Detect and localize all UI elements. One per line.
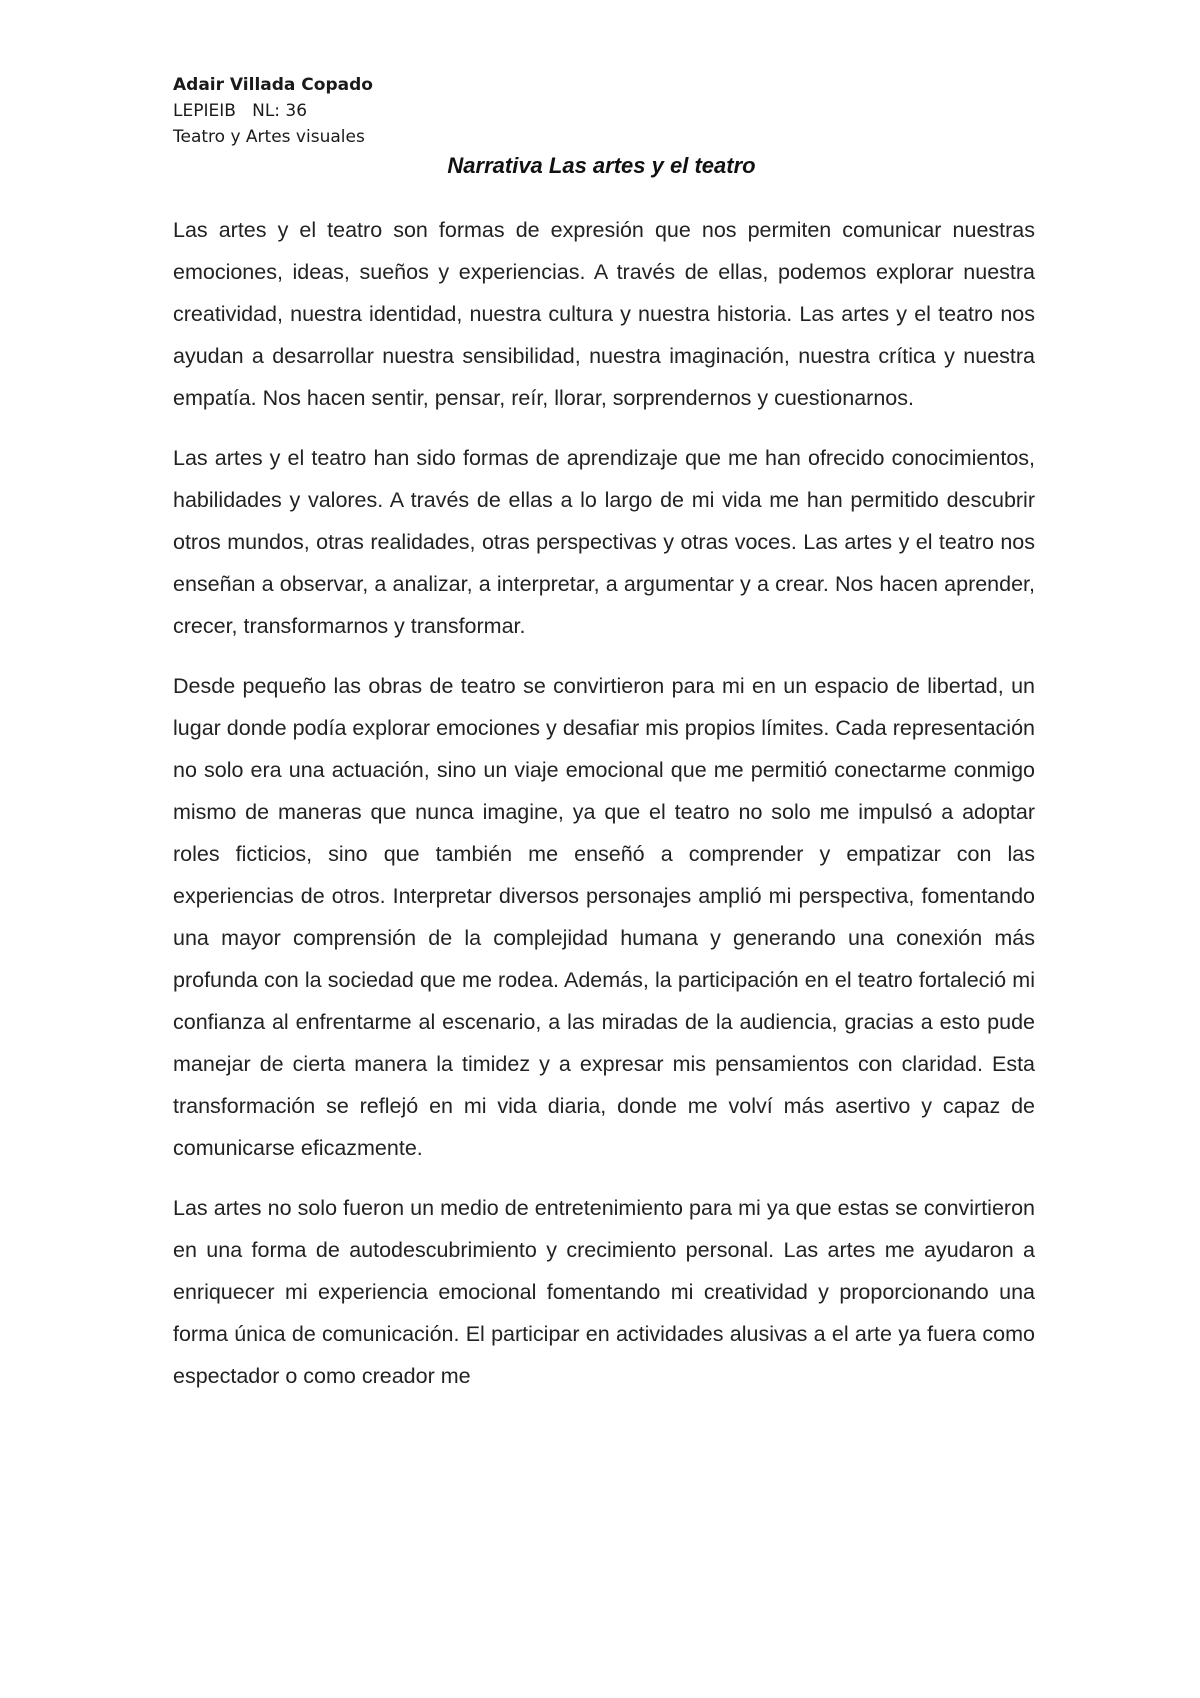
paragraph: Las artes no solo fueron un medio de entretenimiento para mi ya que estas se convirtieron en una forma de autodescubrimiento y crecimiento personal. Las artes me ayudaron a enriquecer mi experiencia emocional fomentando mi creatividad y proporcionando una forma única de comunicación. El participar en actividades alusivas a el arte ya fuera como espectador o como creador me [173,1196,1035,1388]
paragraph: Desde pequeño las obras de teatro se convirtieron para mi en un espacio de libertad, un lugar donde podía explorar emociones y desafiar mis propios límites. Cada representación no solo era una actuación, sino un viaje emocional que me permitió conectarme conmigo mismo de maneras que nunca imagine, ya que el teatro no solo me impulsó a adoptar roles ficticios, sino que también me enseñó a comprender y empatizar con las experiencias de otros. Interpretar diversos personajes amplió mi perspectiva, fomentando una mayor comprensión de la complejidad humana y generando una conexión más profunda con la sociedad que me rodea. Además, la participación en el teatro fortaleció mi confianza al enfrentarme al escenario, a las miradas de la audiencia, gracias a esto pude manejar de cierta manera la timidez y a expresar mis pensamientos con claridad. Esta transformación se reflejó en mi vida diaria, donde me volví más asertivo y capaz de comunicarse eficazmente. [173,674,1035,1160]
paragraph: Las artes y el teatro han sido formas de aprendizaje que me han ofrecido conocimientos, habilidades y valores. A través de ellas a lo largo de mi vida me han permitido descubrir otros mundos, otras realidades, otras perspectivas y otras voces. Las artes y el teatro nos enseñan a observar, a analizar, a interpretar, a argumentar y a crear. Nos hacen aprender, crecer, transformarnos y transformar. [173,446,1035,638]
group-info: LEPIEIB NL: 36 [173,101,308,121]
document-body [173,209,1035,1415]
paragraph: Las artes y el teatro son formas de expresión que nos permiten comunicar nuestras emociones, ideas, sueños y experiencias. A través de ellas, podemos explorar nuestra creatividad, nuestra identidad, nuestra cultura y nuestra historia. Las artes y el teatro nos ayudan a desarrollar nuestra sensibilidad, nuestra imaginación, nuestra crítica y nuestra empatía. Nos hacen sentir, pensar, reír, llorar, sorprendernos y cuestionarnos. [173,218,1035,410]
subject-name: Teatro y Artes visuales [173,127,365,147]
document-header [173,72,373,150]
document-title: Narrativa Las artes y el teatro [447,153,756,178]
author-name: Adair Villada Copado [173,75,373,95]
